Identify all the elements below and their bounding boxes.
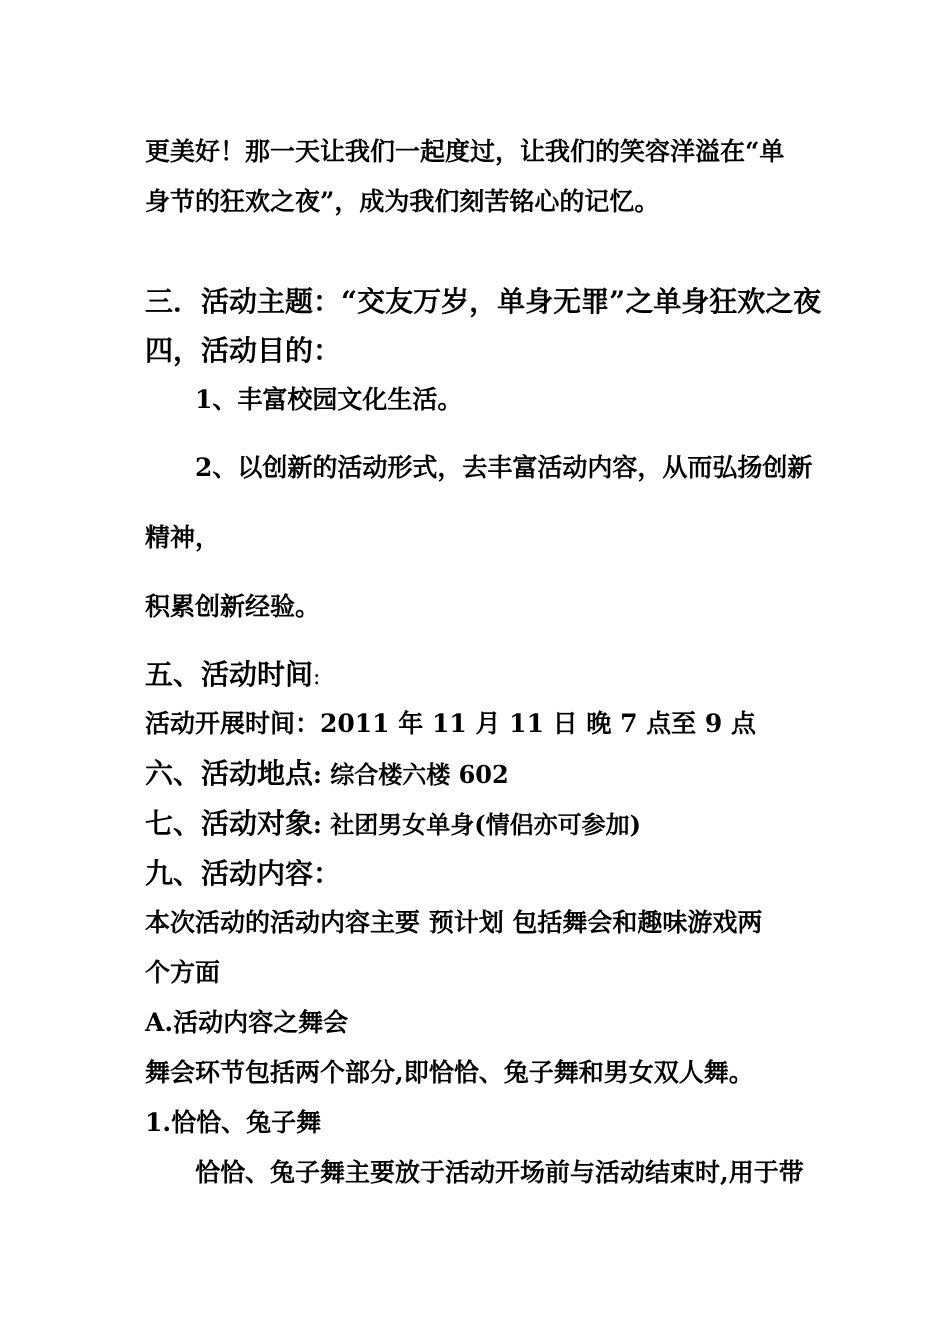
section-heading-theme: 三．活动主题：“交友万岁，单身无罪”之单身狂欢之夜 [145, 285, 822, 318]
section-heading-target [145, 807, 641, 842]
purpose-item-2: 2、以创新的活动形式，去丰富活动内容，从而弘扬创新 [195, 453, 813, 482]
time-detail: 活动开展时间：2011 年 11 月 11 日 晚 7 点至 9 点 [145, 709, 756, 738]
section-heading-time [145, 658, 320, 695]
paragraph-line: 身节的狂欢之夜”，成为我们刻苦铭心的记忆。 [145, 187, 660, 216]
section-title: 六、活动地点 [145, 757, 314, 790]
paragraph-line: 个方面 [145, 958, 221, 987]
paragraph-line: 本次活动的活动内容主要 预计划 包括舞会和趣味游戏两 [145, 908, 763, 937]
paragraph-line: 舞会环节包括两个部分,即恰恰、兔子舞和男女双人舞。 [145, 1058, 754, 1087]
paragraph-line: 精神， [145, 523, 221, 552]
paragraph-line: 积累创新经验。 [145, 592, 321, 621]
section-title: 五、活动时间 [145, 658, 314, 691]
section-heading-purpose: 四，活动目的： [145, 334, 342, 367]
section-colon: : [313, 665, 321, 690]
section-value: : 社团男女单身(情侣亦可参加) [313, 810, 641, 839]
purpose-item-1: 1、丰富校园文化生活。 [195, 385, 463, 414]
paragraph-line: 恰恰、兔子舞主要放于活动开场前与活动结束时,用于带 [195, 1158, 804, 1187]
section-heading-content: 九、活动内容： [145, 857, 342, 890]
section-heading-location [145, 757, 509, 792]
subsection-heading-dance: A.活动内容之舞会 [145, 1008, 349, 1037]
list-item-heading: 1.恰恰、兔子舞 [145, 1108, 322, 1137]
section-title: 七、活动对象 [145, 807, 314, 840]
paragraph-line: 更美好！那一天让我们一起度过，让我们的笑容洋溢在“单 [145, 137, 785, 166]
section-value: : 综合楼六楼 602 [313, 760, 509, 789]
